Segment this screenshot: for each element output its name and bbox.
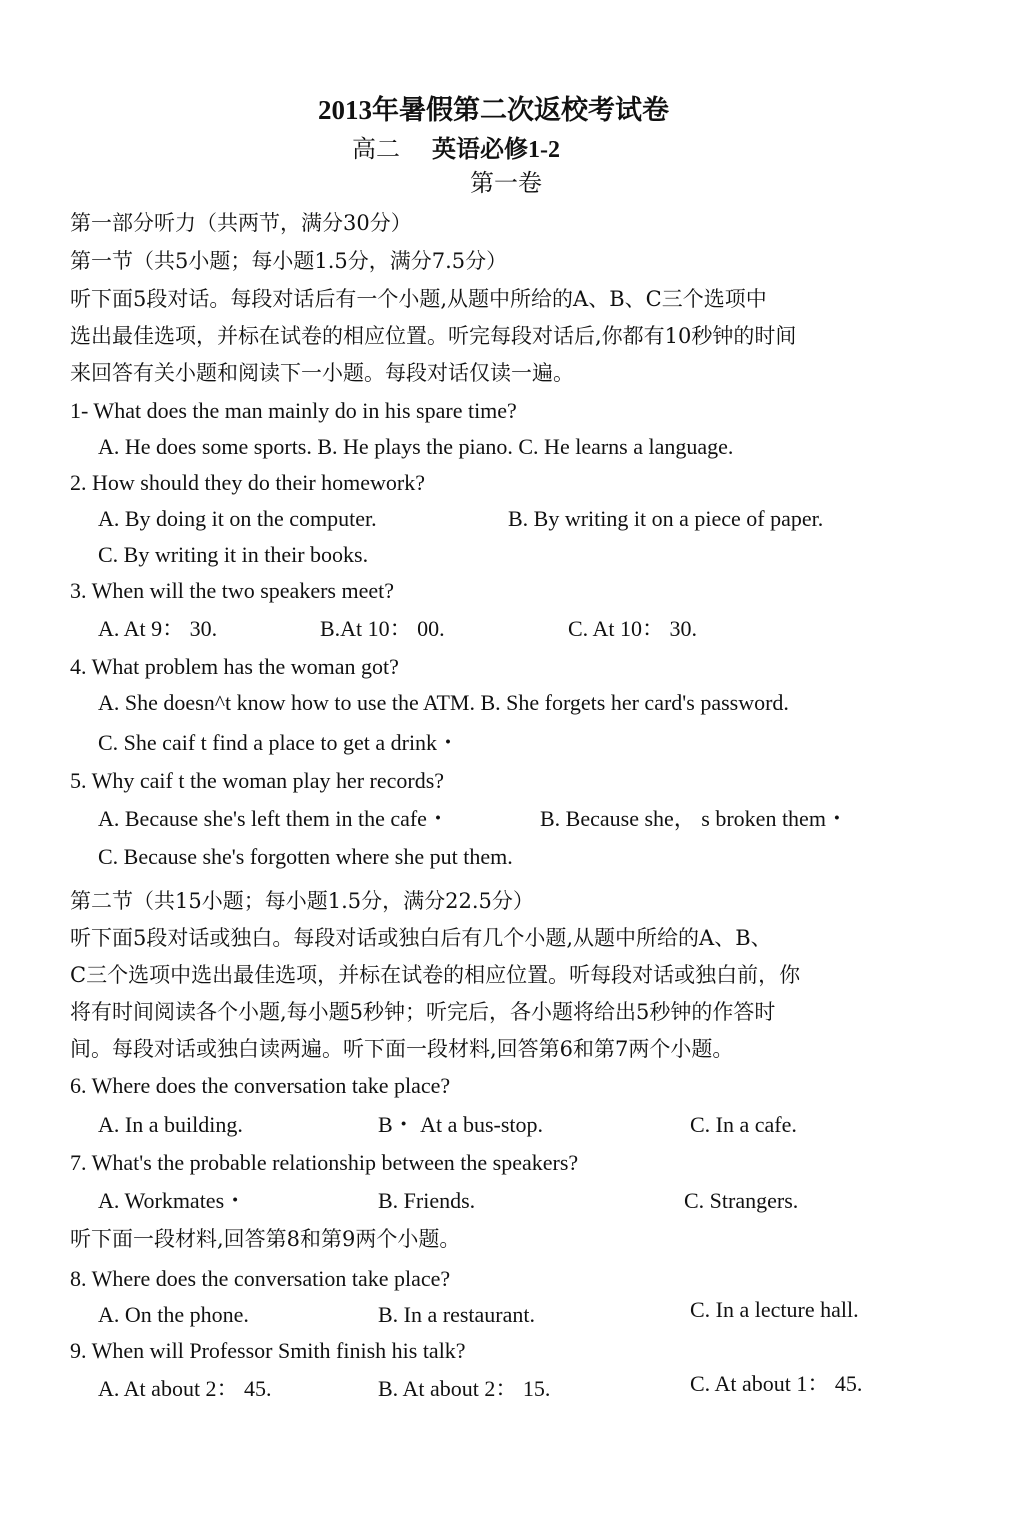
question-6-option-c: C. In a cafe. — [690, 1112, 797, 1137]
question-9-stem: 9. When will Professor Smith finish his talk? — [70, 1338, 466, 1363]
question-2-option-a: A. By doing it on the computer. — [98, 506, 377, 531]
question-5-option-c: C. Because she's forgotten where she put them. — [98, 844, 513, 869]
question-4-options-ab: A. She doesn^t know how to use the ATM. B. She forgets her card's password. — [98, 690, 789, 715]
question-8-option-b: B. In a restaurant. — [378, 1302, 535, 1327]
section2-instruction-line: 将有时间阅读各个小题,每小题5秒钟；听完后，各小题将给出5秒钟的作答时 — [70, 1000, 776, 1024]
question-3-stem: 3. When will the two speakers meet? — [70, 578, 394, 603]
question-6-option-b: B・ At a bus-stop. — [378, 1112, 544, 1137]
question-5-option-a: A. Because she's left them in the cafe・ — [98, 806, 449, 831]
question-3-option-a: A. At 9： 30. — [98, 616, 218, 641]
question-7-stem: 7. What's the probable relationship between the speakers? — [70, 1150, 579, 1175]
question-8-option-c: C. In a lecture hall. — [690, 1297, 859, 1322]
question-9-option-b: B. At about 2： 15. — [378, 1376, 551, 1401]
question-6-option-a: A. In a building. — [98, 1112, 243, 1137]
section1-heading: 第一节（共5小题；每小题1.5分，满分7.5分） — [70, 249, 508, 273]
question-4-option-c: C. She caif t find a place to get a drink・ — [98, 730, 460, 755]
question-6-stem: 6. Where does the conversation take place? — [70, 1073, 451, 1098]
instruction-8-9: 听下面一段材料,回答第8和第9两个小题。 — [70, 1227, 461, 1251]
exam-title: 2013年暑假第二次返校考试卷 — [318, 95, 669, 125]
question-3-option-c: C. At 10： 30. — [568, 616, 697, 641]
question-7-option-c: C. Strangers. — [684, 1188, 799, 1213]
question-8-option-a: A. On the phone. — [98, 1302, 249, 1327]
section2-instruction-line: 间。每段对话或独白读两遍。听下面一段材料,回答第6和第7两个小题。 — [70, 1037, 734, 1061]
question-2-option-c: C. By writing it in their books. — [98, 542, 369, 567]
question-7-option-a: A. Workmates・ — [98, 1188, 247, 1213]
section2-instruction-line: C三个选项中选出最佳选项，并标在试卷的相应位置。听每段对话或独白前，你 — [70, 963, 801, 987]
grade-label: 高二 — [352, 137, 400, 163]
question-5-option-b: B. Because she， s broken them・ — [540, 806, 848, 831]
section2-heading: 第二节（共15小题；每小题1.5分，满分22.5分） — [70, 889, 534, 913]
question-4-stem: 4. What problem has the woman got? — [70, 654, 399, 679]
question-9-option-c: C. At about 1： 45. — [690, 1371, 863, 1396]
question-3-option-b: B.At 10： 00. — [320, 616, 445, 641]
part1-heading: 第一部分听力（共两节，满分30分） — [70, 211, 412, 235]
question-8-stem: 8. Where does the conversation take place? — [70, 1266, 451, 1291]
section1-instruction-line: 听下面5段对话。每段对话后有一个小题,从题中所给的A、B、C三个选项中 — [70, 287, 767, 311]
question-7-option-b: B. Friends. — [378, 1188, 476, 1213]
volume-label: 第一卷 — [470, 171, 542, 197]
question-1-options: A. He does some sports. B. He plays the piano. C. He learns a language. — [98, 434, 734, 459]
subject-label: 英语必修1-2 — [432, 137, 560, 163]
question-2-stem: 2. How should they do their homework? — [70, 470, 425, 495]
question-9-option-a: A. At about 2： 45. — [98, 1376, 272, 1401]
question-1-stem: 1- What does the man mainly do in his spare time? — [70, 398, 517, 423]
question-2-option-b: B. By writing it on a piece of paper. — [508, 506, 824, 531]
section1-instruction-line: 来回答有关小题和阅读下一小题。每段对话仅读一遍。 — [70, 361, 574, 385]
section2-instruction-line: 听下面5段对话或独白。每段对话或独白后有几个小题,从题中所给的A、B、 — [70, 926, 772, 950]
section1-instruction-line: 选出最佳选项，并标在试卷的相应位置。听完每段对话后,你都有10秒钟的时间 — [70, 324, 797, 348]
question-5-stem: 5. Why caif t the woman play her records? — [70, 768, 445, 793]
